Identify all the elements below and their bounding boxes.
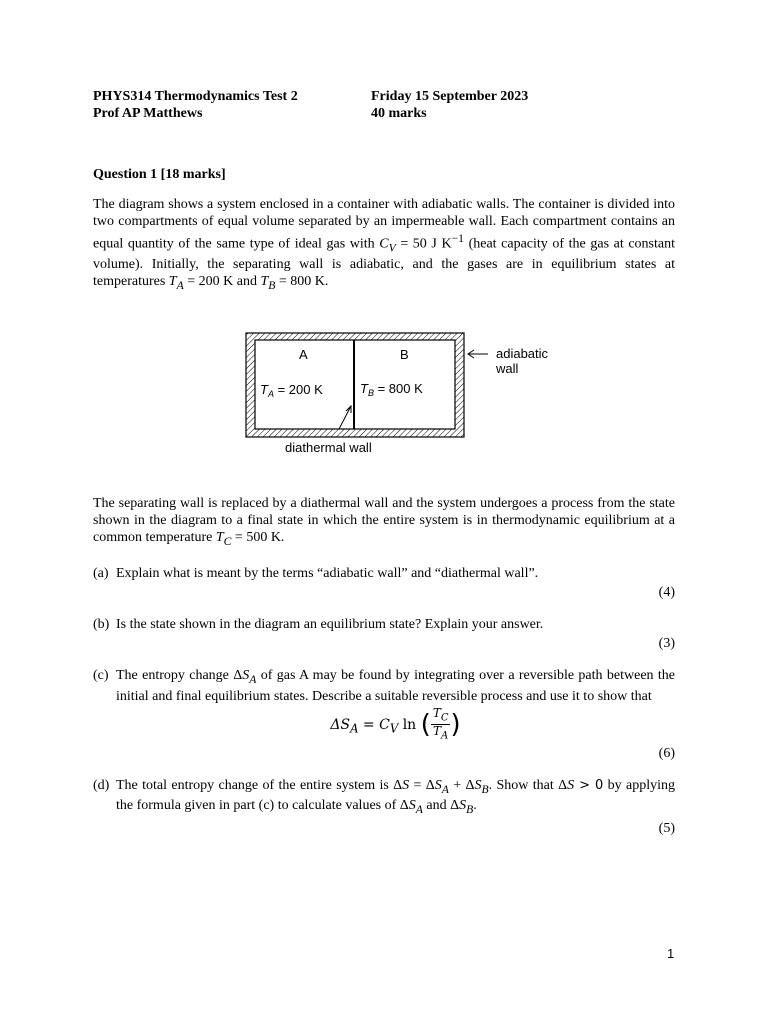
part-c xyxy=(93,667,675,743)
part-d-label: (d) xyxy=(93,777,110,793)
part-a-label: (a) xyxy=(93,566,109,582)
page-number: 1 xyxy=(667,946,675,961)
header-row-1 xyxy=(93,88,675,105)
compartment-a-label: A xyxy=(299,347,308,363)
course-title: PHYS314 Thermodynamics Test 2 xyxy=(93,89,298,104)
container-diagram xyxy=(93,318,675,463)
part-a-text: Explain what is meant by the terms “adiabatic wall” and “diathermal wall”. xyxy=(116,566,539,582)
exam-page xyxy=(93,88,675,837)
question-intro: The diagram shows a system enclosed in a container with adiabatic walls. The container is divided into two compartments of equal volume separated by an impermeable wall. Each compartment contains an equal quantity of the same type of ideal gas with $C_V = 50$ J $K^{-1}$ (heat capacity of the gas at constant volume). Initially, the separating wall is adiabatic, and the gases are in equilibrium states at temperatures $T_A = 200$ K and $T_B = 800$ K. xyxy=(93,197,675,293)
part-b-marks: (3) xyxy=(658,636,675,652)
temperature-a: $T_A = 200$ K xyxy=(260,382,323,400)
compartment-b-label: B xyxy=(400,347,409,363)
part-b-text: Is the state shown in the diagram an equilibrium state? Explain your answer. xyxy=(116,617,544,633)
diathermal-label: diathermal wall xyxy=(285,440,372,456)
part-d xyxy=(93,777,675,819)
header-row-2 xyxy=(93,105,675,122)
total-marks: 40 marks xyxy=(371,106,427,121)
question-title: Question 1 [18 marks] xyxy=(93,167,226,182)
part-b xyxy=(93,616,675,633)
exam-date: Friday 15 September 2023 xyxy=(371,89,529,104)
part-d-text: The total entropy change of the entire system is $\Delta S = \Delta S_A + \Delta S_B$. Show that ΔS > 0 by applying the formula given in part (c) to calculate values of $\Delta S_A$ and $\Delta S_B$. xyxy=(116,777,675,817)
part-c-marks: (6) xyxy=(658,745,675,761)
part-c-label: (c) xyxy=(93,668,109,684)
container-svg xyxy=(93,318,675,463)
part-b-label: (b) xyxy=(93,617,110,633)
author: Prof AP Matthews xyxy=(93,106,203,121)
adiabatic-label-2: wall xyxy=(496,361,519,377)
part-c-text: The entropy change $\Delta S_A$ of gas A may be found by integrating over a reversible path between the initial and final equilibrium states. Describe a suitable reversible process and use it to show that xyxy=(116,668,675,704)
part-a-marks: (4) xyxy=(658,585,675,601)
part-d-marks: (5) xyxy=(658,821,675,837)
adiabatic-label-1: adiabatic xyxy=(496,346,549,362)
entropy-formula: $\Delta S_A = C_V$ ln ( $\frac{T_C}{T_A}$ ) xyxy=(330,705,461,742)
temperature-b: $T_B = 800$ K xyxy=(360,381,423,399)
process-description: The separating wall is replaced by a diathermal wall and the system undergoes a process from the state shown in the diagram to a final state in which the entire system is in thermodynamic equilibrium at a common temperature $T_C = 500$ K. xyxy=(93,496,675,549)
part-a xyxy=(93,565,675,582)
